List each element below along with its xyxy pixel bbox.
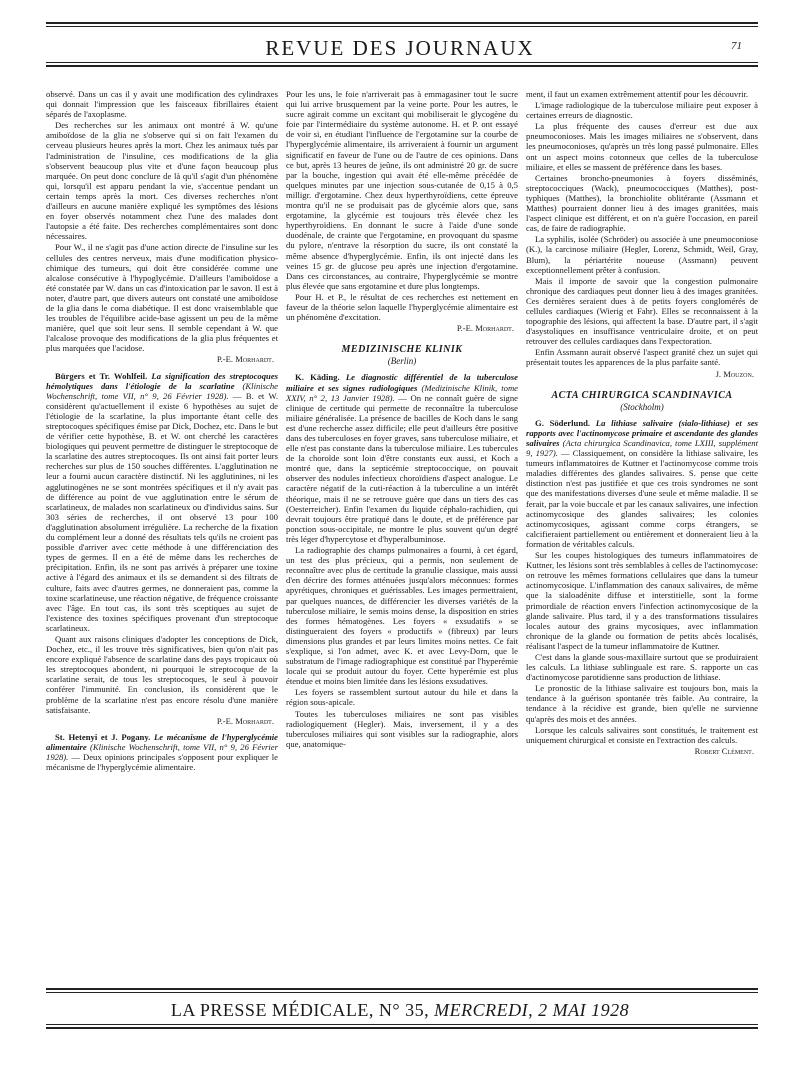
paragraph: Certaines broncho-pneumonies à foyers disséminés, streptococciques (Wack), pneumococciques (Matthes), post-typhiques (Matthes), la bronchiolite oblitérante (Assmann et Matthes) pourraient donner lieu à des images granitées, mais l'aspect clinique est différent, et on n'a guère l'occasion, en pareil cas, de faire de radiographie. <box>526 172 758 234</box>
section-heading: ACTA CHIRURGICA SCANDINAVICA <box>551 389 733 401</box>
article-reference: (Acta chirurgica Scandinavica, tome LXIII, supplément 9, 1927). <box>526 438 758 459</box>
article-text: — Deux opinions principales s'opposent pour expliquer le mécanisme de l'hyperglycémie alimentaire. <box>46 752 278 773</box>
paragraph: Le pronostic de la lithiase salivaire est toujours bon, mais la tendance à la guérison spontanée très faible. Au contraire, la tendance à la récidive est grande, bien qu'elle ne survienne qu'après des mois et des années. <box>526 683 758 724</box>
paragraph: La plus fréquente des causes d'erreur est due aux pneumoconioses. Mais les images miliaires ne s'observent, dans les pneumoconioses, qu'après un très long passé pulmonaire. Elles ont un aspect moins cotonneux que celles de la tuberculose miliaire, et elles se massent de préférence dans les bases. <box>526 121 758 172</box>
article-reference: (Klinische Wochenschrift, tome VII, n° 9, 26 Février 1928). <box>46 380 278 401</box>
paragraph: Les foyers se rassemblent surtout autour du hile et dans la région sous-apicale. <box>286 687 518 708</box>
article-authors: St. Hetenyi et J. Pogany. <box>55 731 151 742</box>
paragraph: Lorsque les calculs salivaires sont constitués, le traitement est uniquement chirurgical et consiste en l'extraction des calculs. <box>526 724 758 745</box>
column-right <box>526 89 758 762</box>
footer-rule-top <box>46 988 758 990</box>
paragraph: Quant aux raisons cliniques d'adopter les conceptions de Dick, Dochez, etc., il les trouve très significatives, bien qu'on n'ait pas encore expliqué l'absence de scarlatine dans des pays tropicaux où les streptocoques abondent, ni pourquoi le streptocoque de la scarlatine serait, de tous les streptocoques, le seul à pouvoir conférer l'immunité. En conclusion, ils considèrent que le problème de la scarlatine n'est pas encore résolu d'une manière satisfaisante. <box>46 633 278 715</box>
column-middle <box>286 89 518 750</box>
paragraph: C'est dans la glande sous-maxillaire surtout que se produiraient les calculs. La lithiase sublinguale est rare. S. rapporte un cas d'actinomycose parotidienne sans production de lithiase. <box>526 651 758 683</box>
article-text: — B. et W. considèrent qu'actuellement il existe 6 hypothèses au sujet de l'étiologie de la scarlatine, la plus importante étant celle des streptocoques spécifiques émise par Dick, Dochez, etc. Dans le but de vérifier cette hypothèse, B. et W. ont cherché les caractères biologiques qui peuvent permettre de distinguer le streptocoque de la scarlatine des autres streptocoques. Ils ont ainsi fait porter leurs recherches sur plus de 150 souches différentes. L'agglutination ne leur a fourni aucun caractère distinctif. Ni les agglutinines, ni les agglutinogènes ne se sont montrées spécifiques et il n'y avait pas de différence au point de vue agglutination entre le sérum de scarlatineux, de malades non scarlatineux ou d'individus sains. Sur 303 séries de recherches, il ont observé 13 pour 100 d'agglutination absolument irrégulière. La recherche de la fixation du complément leur a donné des résultats tels qu'ils ne croient pas possible d'arriver avec cette méthode à une différenciation des types de germes. Il en a été de même dans les recherches de précipitation. Enfin, ils ne sont pas arrivés à préparer une toxine active à l'égard des animaux et ils se demandent si des filtrats de culture, faits avec d'autres germes, ne donneraient pas, comme la toxine scarlatineuse, une réaction négative, de fréquence croissante avec l'âge. En tout cas, ils sont très sceptiques au sujet de l'existence des toxines spécifiques provenant d'un streptocoque scarlatineux. <box>46 390 278 633</box>
paragraph: ment, il faut un examen extrêmement attentif pour les découvrir. <box>526 89 749 99</box>
running-head: REVUE DES JOURNAUX <box>265 36 535 60</box>
article-title: Le diagnostic différentiel de la tuberculose miliaire et ses signes radiologiques <box>286 372 518 393</box>
footer-line <box>0 1000 800 1021</box>
article-text: — Classiquement, on considère la lithiase salivaire, les tumeurs inflammatoires de Kuttner et l'actinomycose comme trois maladies différentes des glandes salivaires. S. pense que cette distinction n'est pas justifiée et que ces trois syndromes ne sont que des manifestations diverses d'une seule et même maladie. Il se ferait, par la voie buccale et par les canaux salivaires, une infection actinomycosique des glandes salivaires; les colonies actinomycosiques, agissant comme corps étrangers, se calcifieraient partiellement ou entièrement et donneraient lieu à la formation de véritables calculs. <box>526 448 759 549</box>
article-abstract <box>46 732 278 772</box>
article-title: La signification des streptocoques hémolytiques dans l'étiologie de la scarlatine <box>46 370 278 391</box>
signature: Robert Clément. <box>694 745 754 756</box>
article-title: Le mécanisme de l'hyperglycémie alimentaire <box>46 731 279 752</box>
paragraph: Enfin Assmann aurait observé l'aspect granité chez un sujet qui présentait toutes les apparences de la plus parfaite santé. <box>526 347 758 368</box>
article-title: La lithiase salivaire (sialo-lithiase) et ses rapports avec l'actinomycose primaire et ascendante des glandes salivaires <box>526 417 759 448</box>
footer-date: MERCREDI, 2 MAI 1928 <box>434 1000 630 1020</box>
paragraph: Sur les coupes histologiques des tumeurs inflammatoires de Kuttner, les lésions sont très semblables à celles de l'actinomycose: on retrouve les mêmes formations cellulaires que dans la tumeur actinomycosique. L'inflammation des canaux salivaires, de même que la sialoadénite diffuse et interstitielle, sont la forme primordiale de réaction envers l'infection actinomycosique de la glande salivaire. Plus tard, il y a des transformations tissulaires locales autour des grains mycosiques, avec inflammation chronique de la glande ou formation de petits abcès localisés, réalisant l'aspect de la tumeur inflammatoire de Kuttner. <box>526 550 758 651</box>
paragraph: Pour W., il ne s'agit pas d'une action directe de l'insuline sur les cellules des centres nerveux, mais d'une modification physico-chimique des tumeurs, qui doit être considérée comme une alcalose consécutive à l'hypoglycémie. D'ailleurs l'amiboïdose a été constatée par W. dans un cas d'intoxication par le savon. Il est à noter, d'autre part, que divers auteurs ont constaté une amiboïdose de la glia dans le coma diabétique. Il est donc vraisemblable que les troubles de l'équilibre acide-base agissent un peu de la même manière, quel que soit leur sens. Il semble cependant à W. que l'alcalose provoque des modifications de la glia plus fréquentes et plus marquées que l'acidose. <box>46 242 278 354</box>
article-abstract <box>526 418 758 549</box>
section-city: (Stockholm) <box>620 401 664 412</box>
paragraph: La radiographie des champs pulmonaires a fourni, à cet égard, un test des plus précieux, qui a permis, non seulement de reconnaître avec plus de certitude la granulie classique, mais aussi d'en décrire des formes atténuées jusqu'alors méconnues: formes apyrétiques, chroniques et guérissables. Les images permettraient, par quelques nuances, de différencier les diverses variétés de la tuberculose miliaire, le semis moins dense, la disposition en stries des formes hématogènes. Les foyers « exsudatifs » se distingueraient des foyers « productifs » (fibreux) par leurs dimensions plus grandes et par leurs limites moins nettes. Ce fait s'explique, si l'on admet, avec K. et avec Levy-Dorn, que le substratum de l'image radiographique est constitué par l'hyperémie locale qui se produit autour du foyer. Cette hyperémie est plus étendue et moins bien limitée dans les lésions exsudatives. <box>286 545 518 687</box>
article-abstract <box>46 371 278 633</box>
paragraph: Toutes les tuberculoses miliaires ne sont pas visibles radiologiquement (Hegler). Mais, inversement, il y a des tuberculoses miliaires qui sont visibles sur la radiographie, alors que, anatomique- <box>286 708 518 749</box>
header-rule-bottom-thin <box>46 62 758 63</box>
paragraph: observé. Dans un cas il y avait une modification des cylindraxes qui donnait l'impression que les faisceaux fibrillaires étaient séparés de l'axoplasme. <box>46 89 278 120</box>
paragraph: L'image radiologique de la tuberculose miliaire peut exposer à certaines erreurs de diagnostic. <box>526 100 758 121</box>
header-rule-top <box>46 22 758 24</box>
paragraph: Mais il importe de savoir que la congestion pulmonaire chronique des cardiaques peut donner lieu à des images granitées. Ces dernières seraient dues à de petits foyers conglomérés de cellules cardiaques (Wierig et Fahr). Elles se reconnaissent à la topographie des lésions, qui affectent la base. D'autre part, il s'agit d'asystoliques en insuffisance ventriculaire droite, et on peut retrouver des cellules cardiaques dans l'expectoration. <box>526 275 758 347</box>
article-abstract <box>286 372 518 544</box>
footer-rule-top-thin <box>46 992 758 993</box>
signature: P.-E. Morhardt. <box>216 354 274 365</box>
section-city: (Berlin) <box>387 356 417 367</box>
column-left <box>46 89 278 773</box>
footer-journal: LA PRESSE MÉDICALE, N° 35, <box>170 1000 430 1020</box>
article-authors: K. Käding. <box>295 372 340 383</box>
signature: P.-E. Morhardt. <box>216 715 274 726</box>
article-authors: G. Söderlund. <box>535 417 591 428</box>
article-text: — On ne connaît guère de signe clinique de certitude qui permette de reconnaître la tuberculose miliaire généralisée. La présence de bacilles de Koch dans le sang est d'une recherche assez difficile; elle peut d'ailleurs être positive dans des tuberculoses en foyer graves, sans tuberculose miliaire, et elle n'est pas constante dans la tuberculose miliaire. Les tubercules de la choroïde sont loin d'être constants eux aussi, et Koch a montré que, dans la septicémie streptococcique, on pouvait observer des nodules infectieux choroïdiens d'aspect analogue. Le caractère négatif de la cuti-réaction à la tuberculine a un intérêt théorique, mais il ne se retrouve guère que dans un tiers des cas (Oesterreicher). Enfin l'examen du liquide céphalo-rachidien, qui devrait toujours être pratiqué dans le doute, et de préférence par ponction sous-occipitale, ne montre le plus souvent qu'un degré très léger d'hypercytose et d'hyperalbuminose. <box>286 392 518 544</box>
paragraph: Des recherches sur les animaux ont montré à W. qu'une amiboïdose de la glia ne s'observe qui si on fait l'examen du cerveau plusieurs heures après la mort. Chez les animaux tués par l'administration de l'insuline, ces modifications de la glia s'observent beaucoup plus vite et d'une façon beaucoup plus marquée. On peut donc conclure de là qu'il s'agit d'un phénomène qui, lorsqu'il est apparu pendant la vie, s'accentue pendant un certain temps après la mort. Ces diverses recherches n'ont d'ailleurs en aucune manière expliqué les symptômes des lésions en foyer observés notamment chez l'une des malades dont l'autopsie a été faite. Des recherches complémentaires sont donc nécessaires. <box>46 120 278 242</box>
footer-rule-bottom <box>46 1027 758 1029</box>
paragraph: Pour les uns, le foie n'arriverait pas à emmagasiner tout le sucre qui lui arrive brusquement par la veine porte. Pour les autres, le sucre agirait comme un excitant qui mobiliserait le glycogène du foie par l'intermédiaire du système autonome. H. et P. ont essayé de voir si, en étudiant l'influence de l'ergotamine sur la courbe de l'hyperglycémie alimentaire, ils arriveraient à fournir un argument significatif en faveur de l'une ou de l'autre de ces opinions. Dans ce but, après 13 heures de jeûne, ils ont administré 20 gr. de sucre par la bouche, ingestion qui avait été elle-même précédée de quelques minutes par une injection sous-cutanée de 0,15 à 0,5 milligr. d'ergotamine. Chez deux hyperthyroïdiens, cette épreuve montra qu'il ne se produisait pas de glycémie alors que, sans ergotamine, la glycémie est toujours très élevée chez les hyperthyroïdiens. En donnant le sucre à l'aide d'une sonde duodénale, de crainte que l'ergotamine, en provoquant du spasme du pylore, n'entrave la résorption du sucre, ils ont constaté la même absence d'hyperglycémie. Enfin, ils ont injecté dans les veines 15 gr. de glucose peu après une injection d'ergotamine. Dans ces circonstances, au contraire, l'hyperglycémie se montre plus élevée que sans ergotamine et dure plus longtemps. <box>286 89 518 291</box>
section-heading: MEDIZINISCHE KLINIK <box>341 344 463 356</box>
signature: J. Mouzon. <box>715 368 754 379</box>
article-reference: (Medizinische Klinik, tome XXIV, n° 2, 13 Janvier 1928). <box>286 382 519 403</box>
signature: P.-E. Morhardt. <box>456 323 514 334</box>
header-rule-bottom <box>46 65 758 67</box>
article-authors: Bürgers et Tr. Wohlfeil. <box>55 370 148 381</box>
page-number: 71 <box>731 40 742 52</box>
article-reference: (Klinische Wochenschrift, tome VII, n° 9, 26 Février 1928). <box>46 741 278 762</box>
header-rule-top-thin <box>46 26 758 27</box>
paragraph: Pour H. et P., le résultat de ces recherches est nettement en faveur de la théorie selon laquelle l'hyperglycémie alimentaire est un phénomène d'excitation. <box>286 291 518 323</box>
paragraph: La syphilis, isolée (Schröder) ou associée à une pneumoconiose (K.), la carcinose miliaire (Hegler, Lorenz, Schmidt, Weil, Gray, Blum), la périartérite noueuse (Assmann) peuvent exceptionnellement prêter à confusion. <box>526 234 758 275</box>
footer-rule-bottom-thin <box>46 1024 758 1025</box>
